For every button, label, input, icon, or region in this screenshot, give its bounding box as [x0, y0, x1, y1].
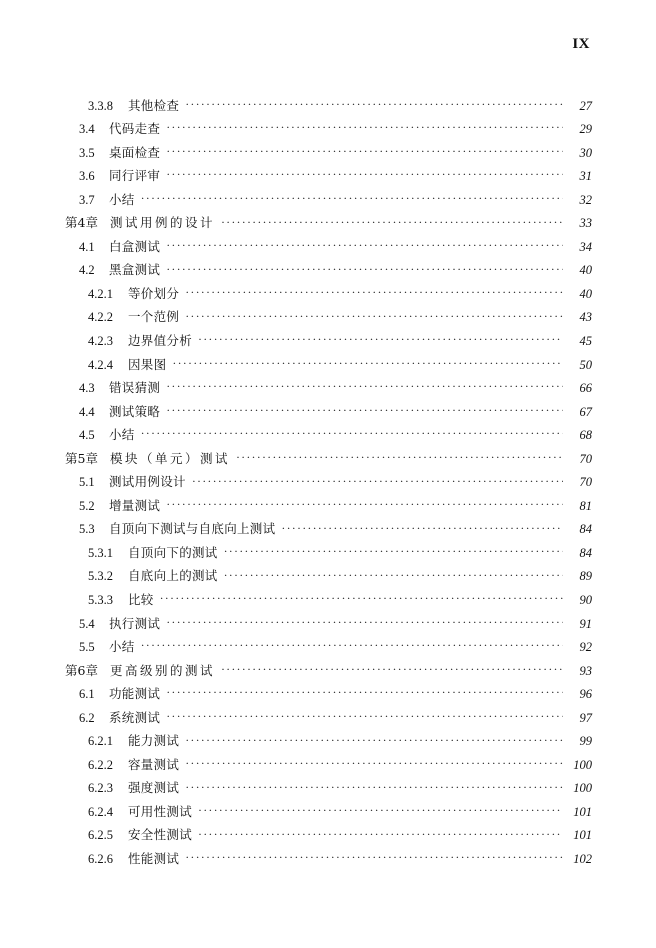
toc-entry-title: 比较 — [128, 592, 154, 607]
toc-entry-page: 93 — [579, 663, 592, 678]
toc-entry-page: 91 — [579, 616, 592, 631]
toc-dot-leader — [166, 498, 563, 510]
toc-dot-leader — [166, 263, 563, 275]
toc-entry-number: 6.2 — [79, 710, 95, 725]
toc-entry-page: 40 — [579, 263, 592, 278]
toc-entry[interactable] — [0, 118, 656, 142]
toc-entry-title: 等价划分 — [128, 285, 180, 301]
toc-entry-page: 27 — [579, 98, 592, 113]
toc-dot-leader — [198, 828, 563, 840]
toc-dot-leader — [198, 804, 563, 816]
toc-entry-title: 因果图 — [128, 356, 167, 372]
toc-entry[interactable] — [0, 824, 656, 848]
toc-dot-leader — [281, 522, 563, 534]
toc-entry-number: 6.1 — [79, 687, 95, 702]
toc-dot-leader — [236, 451, 563, 463]
toc-entry-title: 能力测试 — [128, 733, 180, 749]
toc-entry[interactable] — [0, 541, 656, 565]
toc-entry-number: 4.2.3 — [88, 333, 113, 348]
toc-entry-title: 强度测试 — [128, 780, 180, 796]
toc-entry-page: 92 — [579, 640, 592, 655]
toc-dot-leader — [166, 121, 563, 133]
toc-dot-leader — [198, 333, 563, 345]
toc-entry-number: 4.1 — [79, 239, 95, 254]
toc-entry-page: 34 — [579, 239, 592, 254]
toc-entry[interactable] — [0, 612, 656, 636]
toc-dot-leader — [221, 216, 563, 228]
toc-dot-leader — [224, 569, 563, 581]
toc-entry[interactable] — [0, 800, 656, 824]
toc-entry[interactable] — [0, 471, 656, 495]
toc-entry-page: 66 — [579, 381, 592, 396]
toc-entry[interactable] — [0, 400, 656, 424]
toc-entry-number: 5.3.3 — [88, 593, 113, 607]
toc-entry-title: 错误猜测 — [109, 380, 161, 396]
toc-entry-number: 第4章 — [65, 215, 98, 231]
toc-entry[interactable] — [0, 659, 656, 683]
toc-entry[interactable] — [0, 377, 656, 401]
toc-dot-leader — [185, 310, 563, 322]
toc-dot-leader — [185, 286, 563, 298]
toc-entry[interactable] — [0, 683, 656, 707]
toc-entry-number: 6.2.4 — [88, 804, 113, 819]
toc-entry-page: 30 — [579, 145, 592, 160]
toc-dot-leader — [185, 851, 563, 863]
toc-entry-title: 容量测试 — [128, 756, 180, 772]
toc-entry-title: 代码走查 — [109, 121, 161, 137]
toc-dot-leader — [141, 427, 563, 439]
toc-entry-title: 性能测试 — [128, 851, 180, 867]
toc-entry-title: 同行评审 — [109, 168, 161, 184]
toc-dot-leader — [221, 663, 563, 675]
toc-entry[interactable] — [0, 447, 656, 471]
toc-entry-page: 101 — [573, 804, 592, 819]
toc-entry[interactable] — [0, 848, 656, 872]
toc-entry-number: 4.3 — [79, 381, 95, 396]
toc-entry-number: 4.2 — [79, 263, 95, 278]
toc-entry-number: 5.5 — [79, 640, 95, 655]
toc-entry[interactable] — [0, 282, 656, 306]
toc-entry-number: 6.2.1 — [88, 734, 113, 749]
toc-entry-page: 45 — [579, 333, 592, 348]
toc-entry-page: 102 — [573, 852, 592, 867]
toc-dot-leader — [192, 475, 563, 487]
toc-dot-leader — [166, 404, 563, 416]
toc-entry-title: 小结 — [109, 427, 135, 443]
toc-entry-title: 系统测试 — [109, 709, 161, 725]
toc-dot-leader — [185, 781, 563, 793]
toc-entry-page: 90 — [579, 593, 592, 607]
toc-entry-title: 执行测试 — [109, 615, 161, 631]
toc-entry-number: 5.4 — [79, 616, 95, 631]
toc-entry-page: 33 — [579, 216, 592, 231]
toc-entry-title: 可用性测试 — [128, 803, 193, 819]
toc-entry-number: 6.2.3 — [88, 781, 113, 796]
toc-entry-page: 29 — [579, 122, 592, 137]
toc-entry-number: 6.2.2 — [88, 757, 113, 772]
toc-entry[interactable] — [0, 353, 656, 377]
toc-entry-page: 81 — [579, 498, 592, 513]
toc-entry[interactable] — [0, 259, 656, 283]
toc-entry-title: 小结 — [109, 191, 135, 207]
toc-entry-number: 4.2.1 — [88, 286, 113, 301]
toc-entry-number: 4.2.4 — [88, 357, 113, 372]
toc-entry-number: 第5章 — [65, 450, 98, 466]
toc-entry[interactable] — [0, 424, 656, 448]
toc-entry-page: 84 — [579, 545, 592, 560]
toc-entry-title: 桌面检查 — [109, 144, 161, 160]
toc-entry[interactable] — [0, 188, 656, 212]
toc-entry-title: 自顶向下测试与自底向上测试 — [109, 521, 276, 537]
toc-entry-page: 70 — [579, 451, 592, 466]
toc-entry-number: 4.5 — [79, 428, 95, 443]
toc-dot-leader — [166, 686, 563, 698]
toc-entry-number: 3.6 — [79, 169, 95, 184]
toc-dot-leader — [185, 757, 563, 769]
toc-entry[interactable] — [0, 141, 656, 165]
toc-entry[interactable] — [0, 165, 656, 189]
toc-entry-title: 边界值分析 — [128, 332, 193, 348]
toc-entry-title: 更高级别的测试 — [109, 662, 215, 678]
toc-entry-page: 99 — [579, 734, 592, 749]
toc-entry-number: 4.4 — [79, 404, 95, 419]
toc-dot-leader — [166, 239, 563, 251]
toc-entry[interactable] — [0, 494, 656, 518]
toc-entry-page: 100 — [573, 781, 592, 796]
toc-dot-leader — [160, 592, 563, 604]
toc-entry-title: 测试用例设计 — [109, 474, 186, 490]
toc-entry-page: 89 — [579, 569, 592, 584]
toc-entry[interactable] — [0, 329, 656, 353]
toc-entry-title: 测试策略 — [109, 403, 161, 419]
toc-entry-page: 68 — [579, 428, 592, 443]
toc-entry-number: 3.7 — [79, 192, 95, 207]
toc-entry-title: 其他检查 — [128, 97, 180, 113]
toc-entry[interactable] — [0, 706, 656, 730]
toc-entry[interactable] — [0, 212, 656, 236]
toc-entry[interactable] — [0, 636, 656, 660]
toc-entry[interactable] — [0, 588, 656, 612]
toc-entry-number: 4.2.2 — [88, 310, 113, 325]
toc-entry-number: 5.1 — [79, 475, 95, 490]
toc-entry[interactable] — [0, 306, 656, 330]
toc-entry[interactable] — [0, 94, 656, 118]
toc-entry-page: 40 — [579, 286, 592, 301]
toc-entry-page: 97 — [579, 710, 592, 725]
toc-entry-page: 31 — [579, 169, 592, 184]
toc-entry-title: 功能测试 — [109, 686, 161, 702]
toc-entry-number: 5.3 — [79, 522, 95, 537]
toc-entry-page: 70 — [579, 475, 592, 490]
toc-dot-leader — [224, 545, 563, 557]
page-number: IX — [572, 36, 590, 52]
toc-entry-page: 67 — [579, 404, 592, 419]
toc-entry-number: 5.2 — [79, 498, 95, 513]
toc-dot-leader — [141, 639, 563, 651]
toc-dot-leader — [172, 357, 563, 369]
toc-dot-leader — [185, 734, 563, 746]
toc-entry-number: 5.3.2 — [88, 569, 113, 584]
toc-entry-number: 3.5 — [79, 145, 95, 160]
toc-entry[interactable] — [0, 518, 656, 542]
toc-entry-number: 3.4 — [79, 122, 95, 137]
toc-entry[interactable] — [0, 235, 656, 259]
toc-entry[interactable] — [0, 777, 656, 801]
toc-dot-leader — [185, 98, 563, 110]
toc-dot-leader — [166, 616, 563, 628]
toc-entry-page: 32 — [579, 192, 592, 207]
toc-entry-page: 100 — [573, 757, 592, 772]
toc-entry-page: 96 — [579, 687, 592, 702]
toc-entry-title: 模块（单元）测试 — [109, 450, 230, 466]
toc-entry-title: 小结 — [109, 639, 135, 655]
toc-entry-title: 白盒测试 — [109, 238, 161, 254]
toc-entry-page: 84 — [579, 522, 592, 537]
toc-entry-page: 50 — [579, 357, 592, 372]
toc-entry-page: 43 — [579, 310, 592, 325]
toc-dot-leader — [166, 145, 563, 157]
toc-entry-title: 增量测试 — [109, 497, 161, 513]
toc-entry-title: 自底向上的测试 — [128, 568, 218, 584]
toc-entry-title: 黑盒测试 — [109, 262, 161, 278]
toc-dot-leader — [166, 168, 563, 180]
toc-entry-title: 一个范例 — [128, 309, 180, 325]
toc-dot-leader — [166, 710, 563, 722]
toc-entry-number: 5.3.1 — [88, 545, 113, 560]
toc-entry-title: 测试用例的设计 — [109, 215, 215, 231]
toc-dot-leader — [141, 192, 563, 204]
toc-entry[interactable] — [0, 753, 656, 777]
toc-entry[interactable] — [0, 730, 656, 754]
toc-entry-number: 6.2.5 — [88, 828, 113, 843]
toc-dot-leader — [166, 380, 563, 392]
toc-entry-number: 3.3.8 — [88, 98, 113, 113]
table-of-contents — [0, 94, 656, 871]
toc-entry-title: 安全性测试 — [128, 827, 193, 843]
toc-entry-number: 第6章 — [65, 662, 98, 678]
toc-entry[interactable] — [0, 565, 656, 589]
toc-entry-page: 101 — [573, 828, 592, 843]
toc-entry-title: 自顶向下的测试 — [128, 544, 218, 560]
toc-entry-number: 6.2.6 — [88, 852, 113, 867]
